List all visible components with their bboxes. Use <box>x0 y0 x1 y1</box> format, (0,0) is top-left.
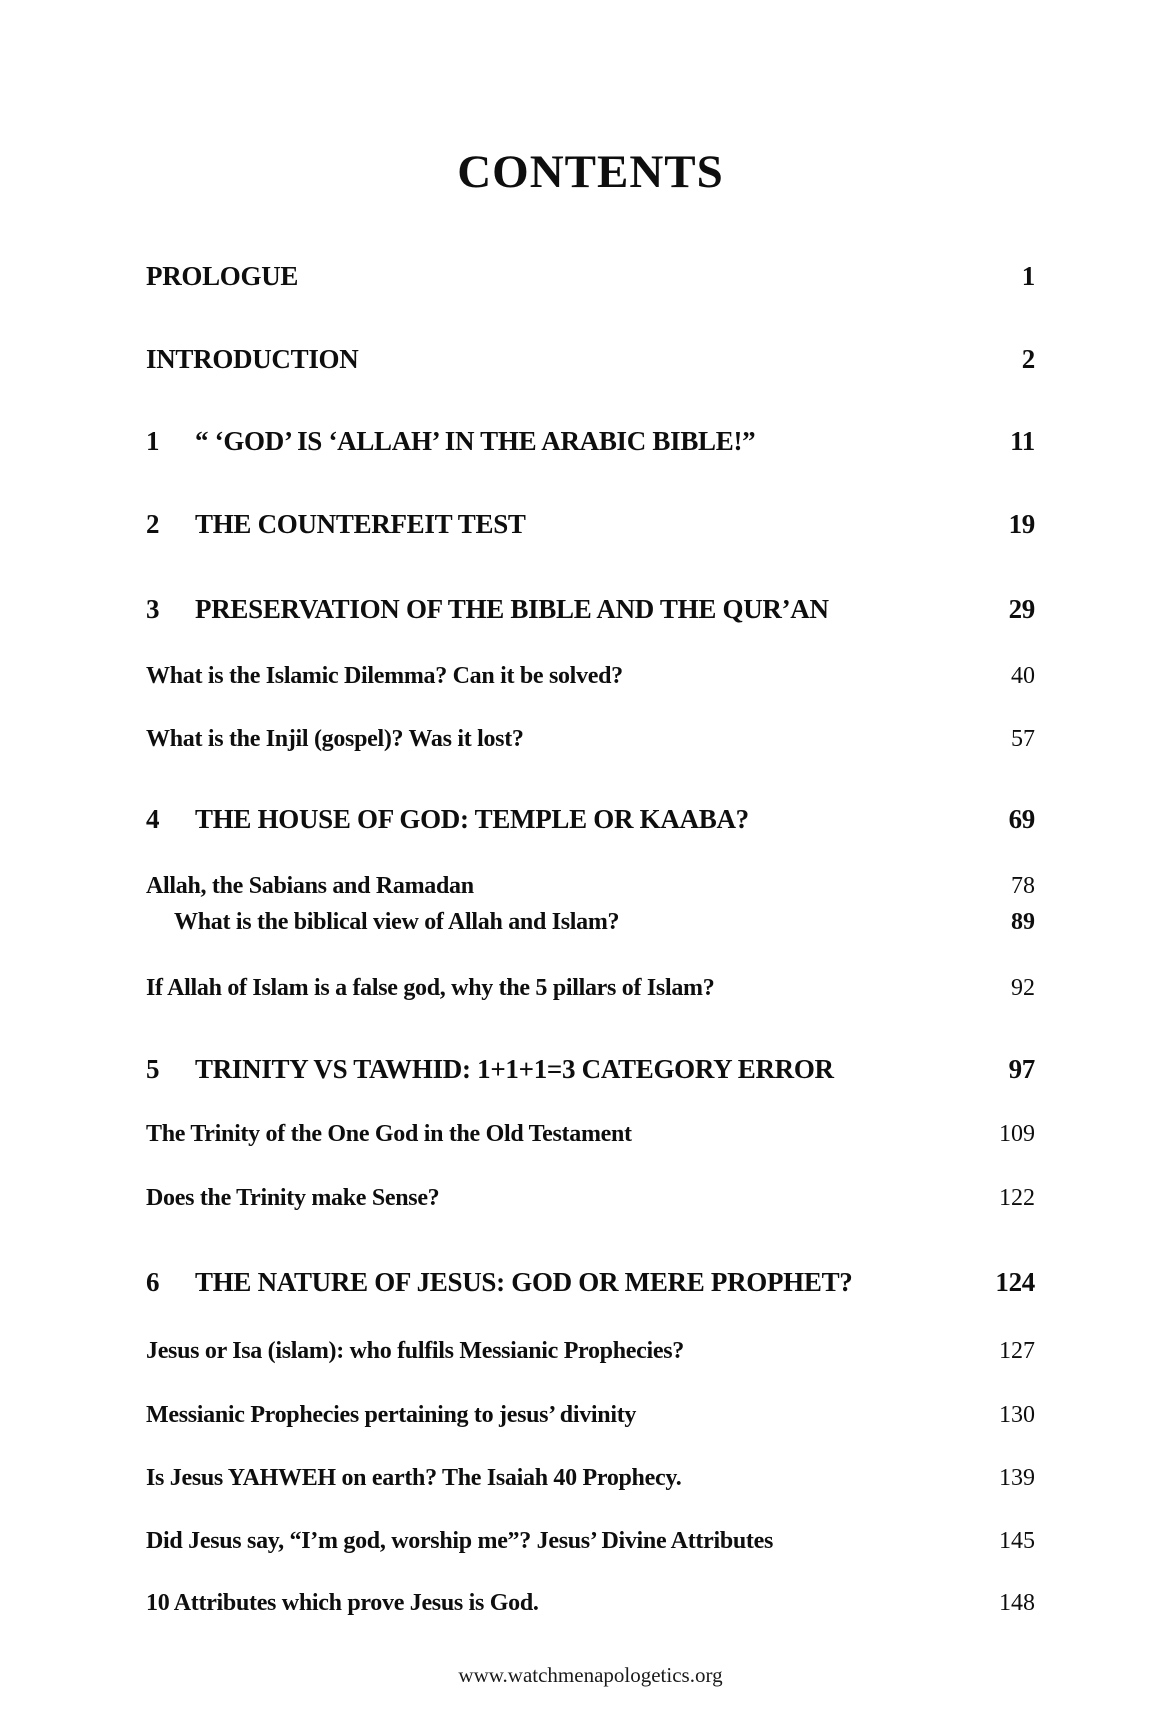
entry-title: If Allah of Islam is a false god, why the 5 pillars of Islam? <box>146 975 715 1001</box>
toc-subentry-trinity-old-testament <box>146 1121 1035 1147</box>
entry-page: 145 <box>999 1528 1035 1554</box>
toc-subentry-trinity-sense <box>146 1185 1035 1211</box>
toc-subentry-messianic-prophecies <box>146 1402 1035 1428</box>
entry-title: THE HOUSE OF GOD: TEMPLE OR KAABA? <box>195 804 749 834</box>
footer-url: www.watchmenapologetics.org <box>458 1663 723 1687</box>
entry-title: TRINITY VS TAWHID: 1+1+1=3 CATEGORY ERROR <box>195 1054 834 1084</box>
entry-page: 139 <box>999 1465 1035 1491</box>
chapter-number: 5 <box>146 1054 160 1084</box>
entry-page: 19 <box>1008 509 1035 539</box>
entry-title: Did Jesus say, “I’m god, worship me”? Jesus’ Divine Attributes <box>146 1528 773 1554</box>
toc-subentry-isaiah-40 <box>146 1465 1035 1491</box>
page-title: CONTENTS <box>457 146 724 198</box>
entry-title: What is the Islamic Dilemma? Can it be solved? <box>146 663 623 689</box>
entry-page: 78 <box>1011 873 1035 899</box>
entry-page: 2 <box>1021 344 1035 374</box>
chapter-number: 4 <box>146 804 160 834</box>
toc-subentry-allah-sabians-ramadan <box>146 873 1035 899</box>
toc-entry-chapter-6 <box>146 1268 1035 1298</box>
entry-page: 109 <box>999 1121 1035 1147</box>
entry-title: The Trinity of the One God in the Old Testament <box>146 1121 632 1147</box>
toc-entry-prologue <box>146 262 1035 292</box>
toc-subentry-islamic-dilemma <box>146 663 1035 689</box>
toc-subentry-jesus-or-isa <box>146 1338 1035 1364</box>
entry-page: 122 <box>999 1185 1035 1211</box>
entry-page: 40 <box>1011 663 1035 689</box>
entry-page: 148 <box>999 1590 1035 1616</box>
entry-title: What is the biblical view of Allah and Islam? <box>174 909 620 935</box>
entry-page: 89 <box>1011 909 1035 935</box>
chapter-number: 1 <box>146 426 160 456</box>
toc-subentry-divine-attributes <box>146 1528 1035 1554</box>
entry-title: Allah, the Sabians and Ramadan <box>146 873 474 899</box>
entry-title: 10 Attributes which prove Jesus is God. <box>146 1590 539 1616</box>
entry-title: INTRODUCTION <box>146 344 359 374</box>
entry-title: What is the Injil (gospel)? Was it lost? <box>146 726 524 752</box>
entry-title: PROLOGUE <box>146 261 299 291</box>
entry-page: 11 <box>1010 426 1035 456</box>
toc-subentry-five-pillars <box>146 975 1035 1001</box>
toc-entry-chapter-5 <box>146 1055 1035 1085</box>
toc-entry-chapter-1 <box>146 427 1035 457</box>
entry-page: 57 <box>1011 726 1035 752</box>
entry-title: THE COUNTERFEIT TEST <box>195 509 526 539</box>
chapter-number: 3 <box>146 594 160 624</box>
chapter-number: 6 <box>146 1267 160 1297</box>
toc-subentry-ten-attributes <box>146 1590 1035 1616</box>
entry-page: 127 <box>999 1338 1035 1364</box>
entry-page: 1 <box>1021 261 1035 291</box>
entry-title: PRESERVATION OF THE BIBLE AND THE QUR’AN <box>195 594 829 624</box>
entry-page: 29 <box>1008 594 1035 624</box>
entry-title: Messianic Prophecies pertaining to jesus’ divinity <box>146 1402 637 1428</box>
toc-entry-chapter-4 <box>146 805 1035 835</box>
entry-page: 69 <box>1008 804 1035 834</box>
entry-title: THE NATURE OF JESUS: GOD OR MERE PROPHET? <box>195 1267 853 1297</box>
entry-title: Does the Trinity make Sense? <box>146 1185 440 1211</box>
entry-title: Is Jesus YAHWEH on earth? The Isaiah 40 Prophecy. <box>146 1465 682 1491</box>
toc-subentry-biblical-view <box>146 909 1035 935</box>
entry-page: 130 <box>999 1402 1035 1428</box>
chapter-number: 2 <box>146 509 160 539</box>
toc-entry-chapter-2 <box>146 510 1035 540</box>
entry-title: “ ‘GOD’ IS ‘ALLAH’ IN THE ARABIC BIBLE!” <box>195 426 756 456</box>
toc-subentry-injil-gospel <box>146 726 1035 752</box>
entry-page: 124 <box>995 1267 1035 1297</box>
entry-page: 92 <box>1011 975 1035 1001</box>
toc-entry-introduction <box>146 345 1035 375</box>
entry-page: 97 <box>1008 1054 1035 1084</box>
toc-entry-chapter-3 <box>146 595 1035 625</box>
entry-title: Jesus or Isa (islam): who fulfils Messianic Prophecies? <box>146 1338 684 1364</box>
